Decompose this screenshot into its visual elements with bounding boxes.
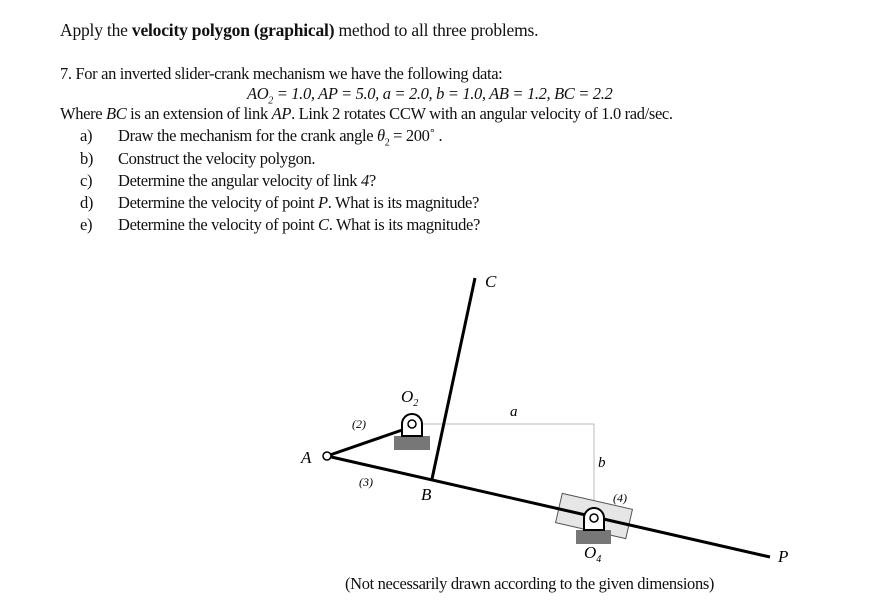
joint-A xyxy=(323,452,331,460)
diagram-caption: (Not necessarily drawn according to the given dimensions) xyxy=(345,574,715,593)
label-a: a xyxy=(510,404,518,420)
label-link-4: (4) xyxy=(613,491,627,505)
label-B: B xyxy=(421,485,432,504)
given-data: $AO_2 = 1.0$, AP = 5.0, a = 2.0, b = 1.0, AB = 1.2, BC = 2.2 xyxy=(247,84,613,107)
ground-O4 xyxy=(576,530,611,544)
page-title: Apply the velocity polygon (graphical) method to all three problems. xyxy=(60,20,539,40)
problem-description: Where BC is an extension of link AP. Link 2 rotates CCW with an angular velocity of 1.0 rad/sec. xyxy=(60,104,673,123)
link-3-AP xyxy=(327,456,770,557)
link-BC xyxy=(432,278,475,479)
label-C: C xyxy=(485,272,497,291)
label-link-2: (2) xyxy=(352,417,366,431)
dimension-guide xyxy=(412,424,594,500)
problem-intro: 7. For an inverted slider-crank mechanism we have the following data: xyxy=(60,64,503,83)
label-P: P xyxy=(778,547,789,566)
ground-O2 xyxy=(394,436,430,450)
problem-page: Apply the velocity polygon (graphical) method to all three problems. 7. For an inverted slider-crank mechanism we have the following data: $AO_2 = 1.0$, AP = 5.0, a = 2.0, b = 1.0, AB = 1.2, BC = 2.2 Where BC is an extension of link AP. Link 2 rotates CCW with an angular velocity of 1.0 rad/sec. a) Draw the mechanism for the crank angle $\theta_2$ = 200˚ . b) Construct the velocity polygon. c) Determine the angular velocity of link 4? d) Determine the velocity of point P. What is its magnitude? e) Determine the velocity of point C. What is its magnitude? A B C P $O_2$ $O_4$ a b (2) (3) (4) (Not necessarily drawn according to the given dimensions) xyxy=(0,0,880,613)
label-O2: $O_2$ xyxy=(401,387,419,409)
label-A: A xyxy=(301,448,312,467)
label-link-3: (3) xyxy=(359,475,373,489)
label-b: b xyxy=(598,455,606,471)
label-O4: $O_4$ xyxy=(584,543,602,565)
